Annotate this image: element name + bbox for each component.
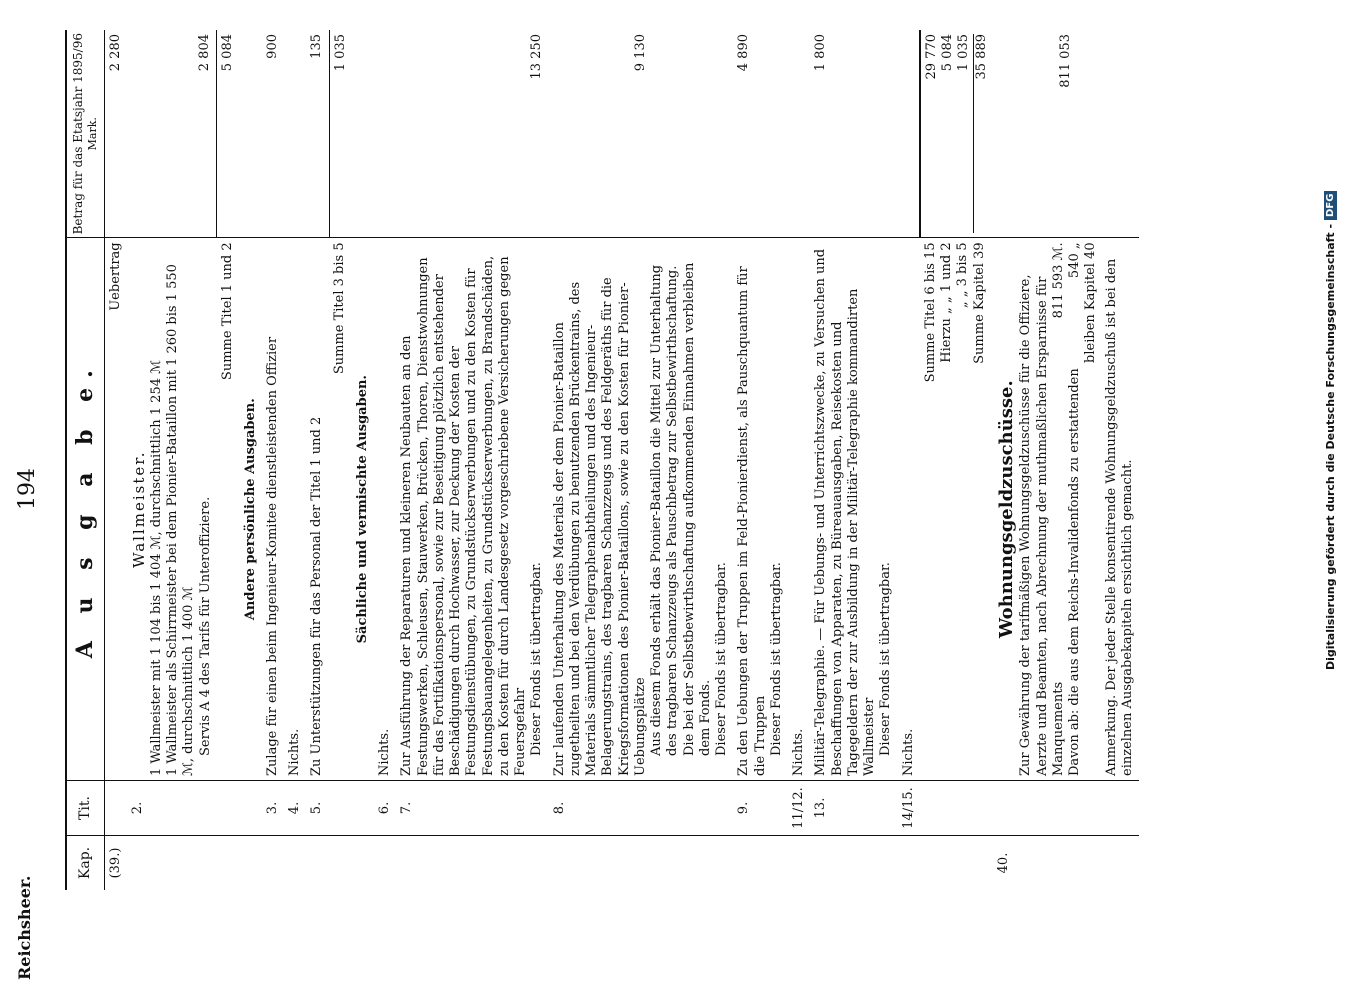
table-row xyxy=(788,30,810,890)
tit-cell: 7. xyxy=(396,781,548,836)
table-header-row xyxy=(66,30,104,890)
page-number: 194 xyxy=(15,468,40,510)
dfg-logo: DFG xyxy=(1324,191,1337,220)
wallmeister-amount: 2 804 xyxy=(127,30,217,238)
wallmeister-line: Servis A 4 des Tarifs für Unteroffiziere. xyxy=(197,496,213,756)
table-row xyxy=(284,30,306,890)
tit-cell: 4. xyxy=(284,781,306,836)
row-text: Zulage für einen beim Ingenieur-Komitee dienstleistenden Offizier xyxy=(264,336,280,776)
table-row xyxy=(920,30,993,890)
hierzu-line: „ „ 1 und 2 xyxy=(939,242,954,314)
row-text: Zur Ausführung der Reparaturen und kleineren Neubauten an den Festungswerken, Schleusen, Stauwerken, Brücken, Thoren, Dienstwohnungen für das Fortifikationspersonal, sowie zur Beseitigung plötzlich entstehender Beschädigungen durch Hochwasser, zur Deckung der Kosten der Festungsdienstübungen, zu Grundstückserwerbungen und zu den Kosten für Festungsbauangelegenheiten, zu Grundstückserwerbungen, zu Brandschäden, zu den Kosten für durch Landesgesetz vorgeschriebene Versicherungen gegen Feuersgefahr xyxy=(399,255,528,776)
row-amount: 4 890 xyxy=(733,30,788,238)
table-row xyxy=(104,30,127,890)
row-note: Dieser Fonds ist übertragbar. xyxy=(878,562,894,756)
row-text: Nichts. xyxy=(377,728,392,776)
tit-cell: 8. xyxy=(549,781,734,836)
tit-cell: 5. xyxy=(306,781,329,836)
table-row xyxy=(396,30,548,890)
section-heading: Wohnungsgeldzuschüsse. xyxy=(995,380,1017,639)
tit-cell: 14/15. xyxy=(898,781,920,836)
table-row xyxy=(240,30,262,890)
footnote: Anmerkung. Der jeder Stelle konsentirende Wohnungsgeldzuschuß ist bei den einzelnen Ausgabekapiteln ersichtlich gemacht. xyxy=(1103,258,1135,776)
sum-amount: 1 035 xyxy=(956,34,972,72)
currency-header: Mark. xyxy=(86,117,99,151)
credit-text: Digitalisierung gefördert durch die Deutsche Forschungsgemeinschaft - xyxy=(1323,223,1337,670)
sum-label: Summe Titel 1 und 2 xyxy=(219,242,235,381)
table-row xyxy=(374,30,396,890)
table-row xyxy=(127,30,217,890)
hierzu-label: Hierzu xyxy=(939,318,954,363)
col-amount xyxy=(66,30,104,238)
sum-amount: 5 084 xyxy=(217,30,240,238)
row-text: Nichts. xyxy=(287,728,302,776)
row-amount: 1 800 xyxy=(810,30,897,238)
main-heading: A u s g a b e. xyxy=(71,360,98,659)
section-heading: Andere persönliche Ausgaben. xyxy=(242,398,258,621)
row-note: Dieser Fonds ist übertragbar. xyxy=(768,562,784,756)
row-text: Zur laufenden Unterhaltung des Materials der dem Pionier-Bataillon zugetheilten und bei den Verdübungen zu benutzenden Brückentrains, des Materials sämmtlicher Telegraphenabtheilungen und des Ingenieur-Belagerungstrains, des tragbaren Schanzzeugs und des Feldgeräths für die Kriegsformationen des Pionier-Bataillons, sowie zu den Kosten für Pionier-Uebungsplätze xyxy=(551,277,648,776)
tit-cell: 6. xyxy=(374,781,396,836)
row-text: Nichts. xyxy=(900,728,916,776)
kap-cell: (39.) xyxy=(104,836,127,891)
row-text: Aus diesem Fonds erhält das Pionier-Bataillon die Mittel zur Unterhaltung des tragbaren Schanzzeugs als Pauschbetrag zur Selbstbewirthschaftung. Die bei der Selbstbewirthschaftung aufkommenden Einnahmen verbleiben dem Fonds. xyxy=(649,262,713,756)
row-text: Zu den Uebungen der Truppen im Feld-Pionierdienst, als Pauschquantum für die Truppen xyxy=(736,266,768,776)
row-note: Dieser Fonds ist übertragbar. xyxy=(714,562,729,756)
wallmeister-line: 1 Wallmeister als Schirrmeister bei dem Pionier-Bataillon mit 1 260 bis 1 550 ℳ, durchschnittlich 1 400 ℳ xyxy=(165,264,197,776)
digitization-credit xyxy=(1315,0,1345,1000)
sum-amount: 5 084 xyxy=(940,34,955,72)
uebertrag-label: Uebertrag xyxy=(107,242,123,311)
table-row xyxy=(262,30,284,890)
tit-cell: 2. xyxy=(127,781,217,836)
row-text: Davon ab: die aus dem Reichs-Invalidenfonds zu erstattenden xyxy=(1067,368,1082,776)
row-amount: 900 xyxy=(262,30,284,238)
sum-label: Summe Titel 3 bis 5 xyxy=(332,242,347,375)
row-amount: 135 xyxy=(306,30,329,238)
table-row xyxy=(898,30,920,890)
sum-label: Summe Kapitel 39 xyxy=(971,242,987,364)
sum-amount: 35 889 xyxy=(973,34,990,233)
tit-cell: 11/12. xyxy=(788,781,810,836)
section-heading: Sächliche und vermischte Ausgaben. xyxy=(354,375,370,644)
sum-amount: 29 770 xyxy=(923,34,939,80)
table-row xyxy=(352,30,374,890)
kap-cell: 40. xyxy=(993,836,1139,891)
hierzu-line: „ „ 3 bis 5 xyxy=(955,242,971,309)
row-text: Militär-Telegraphie. — Für Uebungs- und Unterrichtszwecke, zu Versuchen und Beschaffungen von Apparaten, zu Büreauausgaben, Reisekosten und Tagegeldern der zur Ausbildung in der Militär-Telegraphie kommandirten Wallmeister xyxy=(813,248,877,776)
table-row xyxy=(993,30,1139,890)
sum-label: Summe Titel 6 bis 15 xyxy=(922,242,938,383)
col-tit: Tit. xyxy=(66,781,104,836)
wallmeister-heading: Wallmeister. xyxy=(130,450,148,568)
table-row xyxy=(306,30,329,890)
tit-cell: 9. xyxy=(733,781,788,836)
table-row xyxy=(733,30,788,890)
table-row xyxy=(810,30,897,890)
row-text: bleiben Kapitel 40 xyxy=(1083,242,1099,363)
col-kap: Kap. xyxy=(66,836,104,891)
row-subamount: 540 „ xyxy=(1067,242,1082,279)
tit-cell: 13. xyxy=(810,781,897,836)
uebertrag-amount: 2 280 xyxy=(104,30,127,238)
row-subamount: 811 593 ℳ. xyxy=(1050,242,1066,319)
table-row xyxy=(217,30,240,890)
col-heading xyxy=(66,238,104,781)
row-amount: 9 130 xyxy=(549,30,734,238)
wallmeister-line: 1 Wallmeister mit 1 104 bis 1 404 ℳ, durchschnittlich 1 254 ℳ xyxy=(148,359,164,776)
row-amount: 811 053 xyxy=(993,30,1139,238)
row-amount: 13 250 xyxy=(396,30,548,238)
tit-cell: 3. xyxy=(262,781,284,836)
table-row xyxy=(329,30,352,890)
section-title: Reichsheer. xyxy=(15,875,34,980)
row-text: Zu Unterstützungen für das Personal der Titel 1 und 2 xyxy=(309,416,325,776)
budget-table xyxy=(65,30,1139,890)
row-text: Zur Gewährung der tarifmäßigen Wohnungsgeldzuschüsse für die Offiziere, Aerzte und Beamten, nach Abrechnung der muthmaßlichen Ersparnisse für Manquements xyxy=(1018,274,1066,776)
sum-amount: 1 035 xyxy=(329,30,352,238)
amount-header: Betrag für das Etatsjahr 1895/96 xyxy=(71,33,85,235)
row-note: Dieser Fonds ist übertragbar. xyxy=(529,562,545,756)
row-text: Nichts. xyxy=(791,728,806,776)
table-row xyxy=(549,30,734,890)
